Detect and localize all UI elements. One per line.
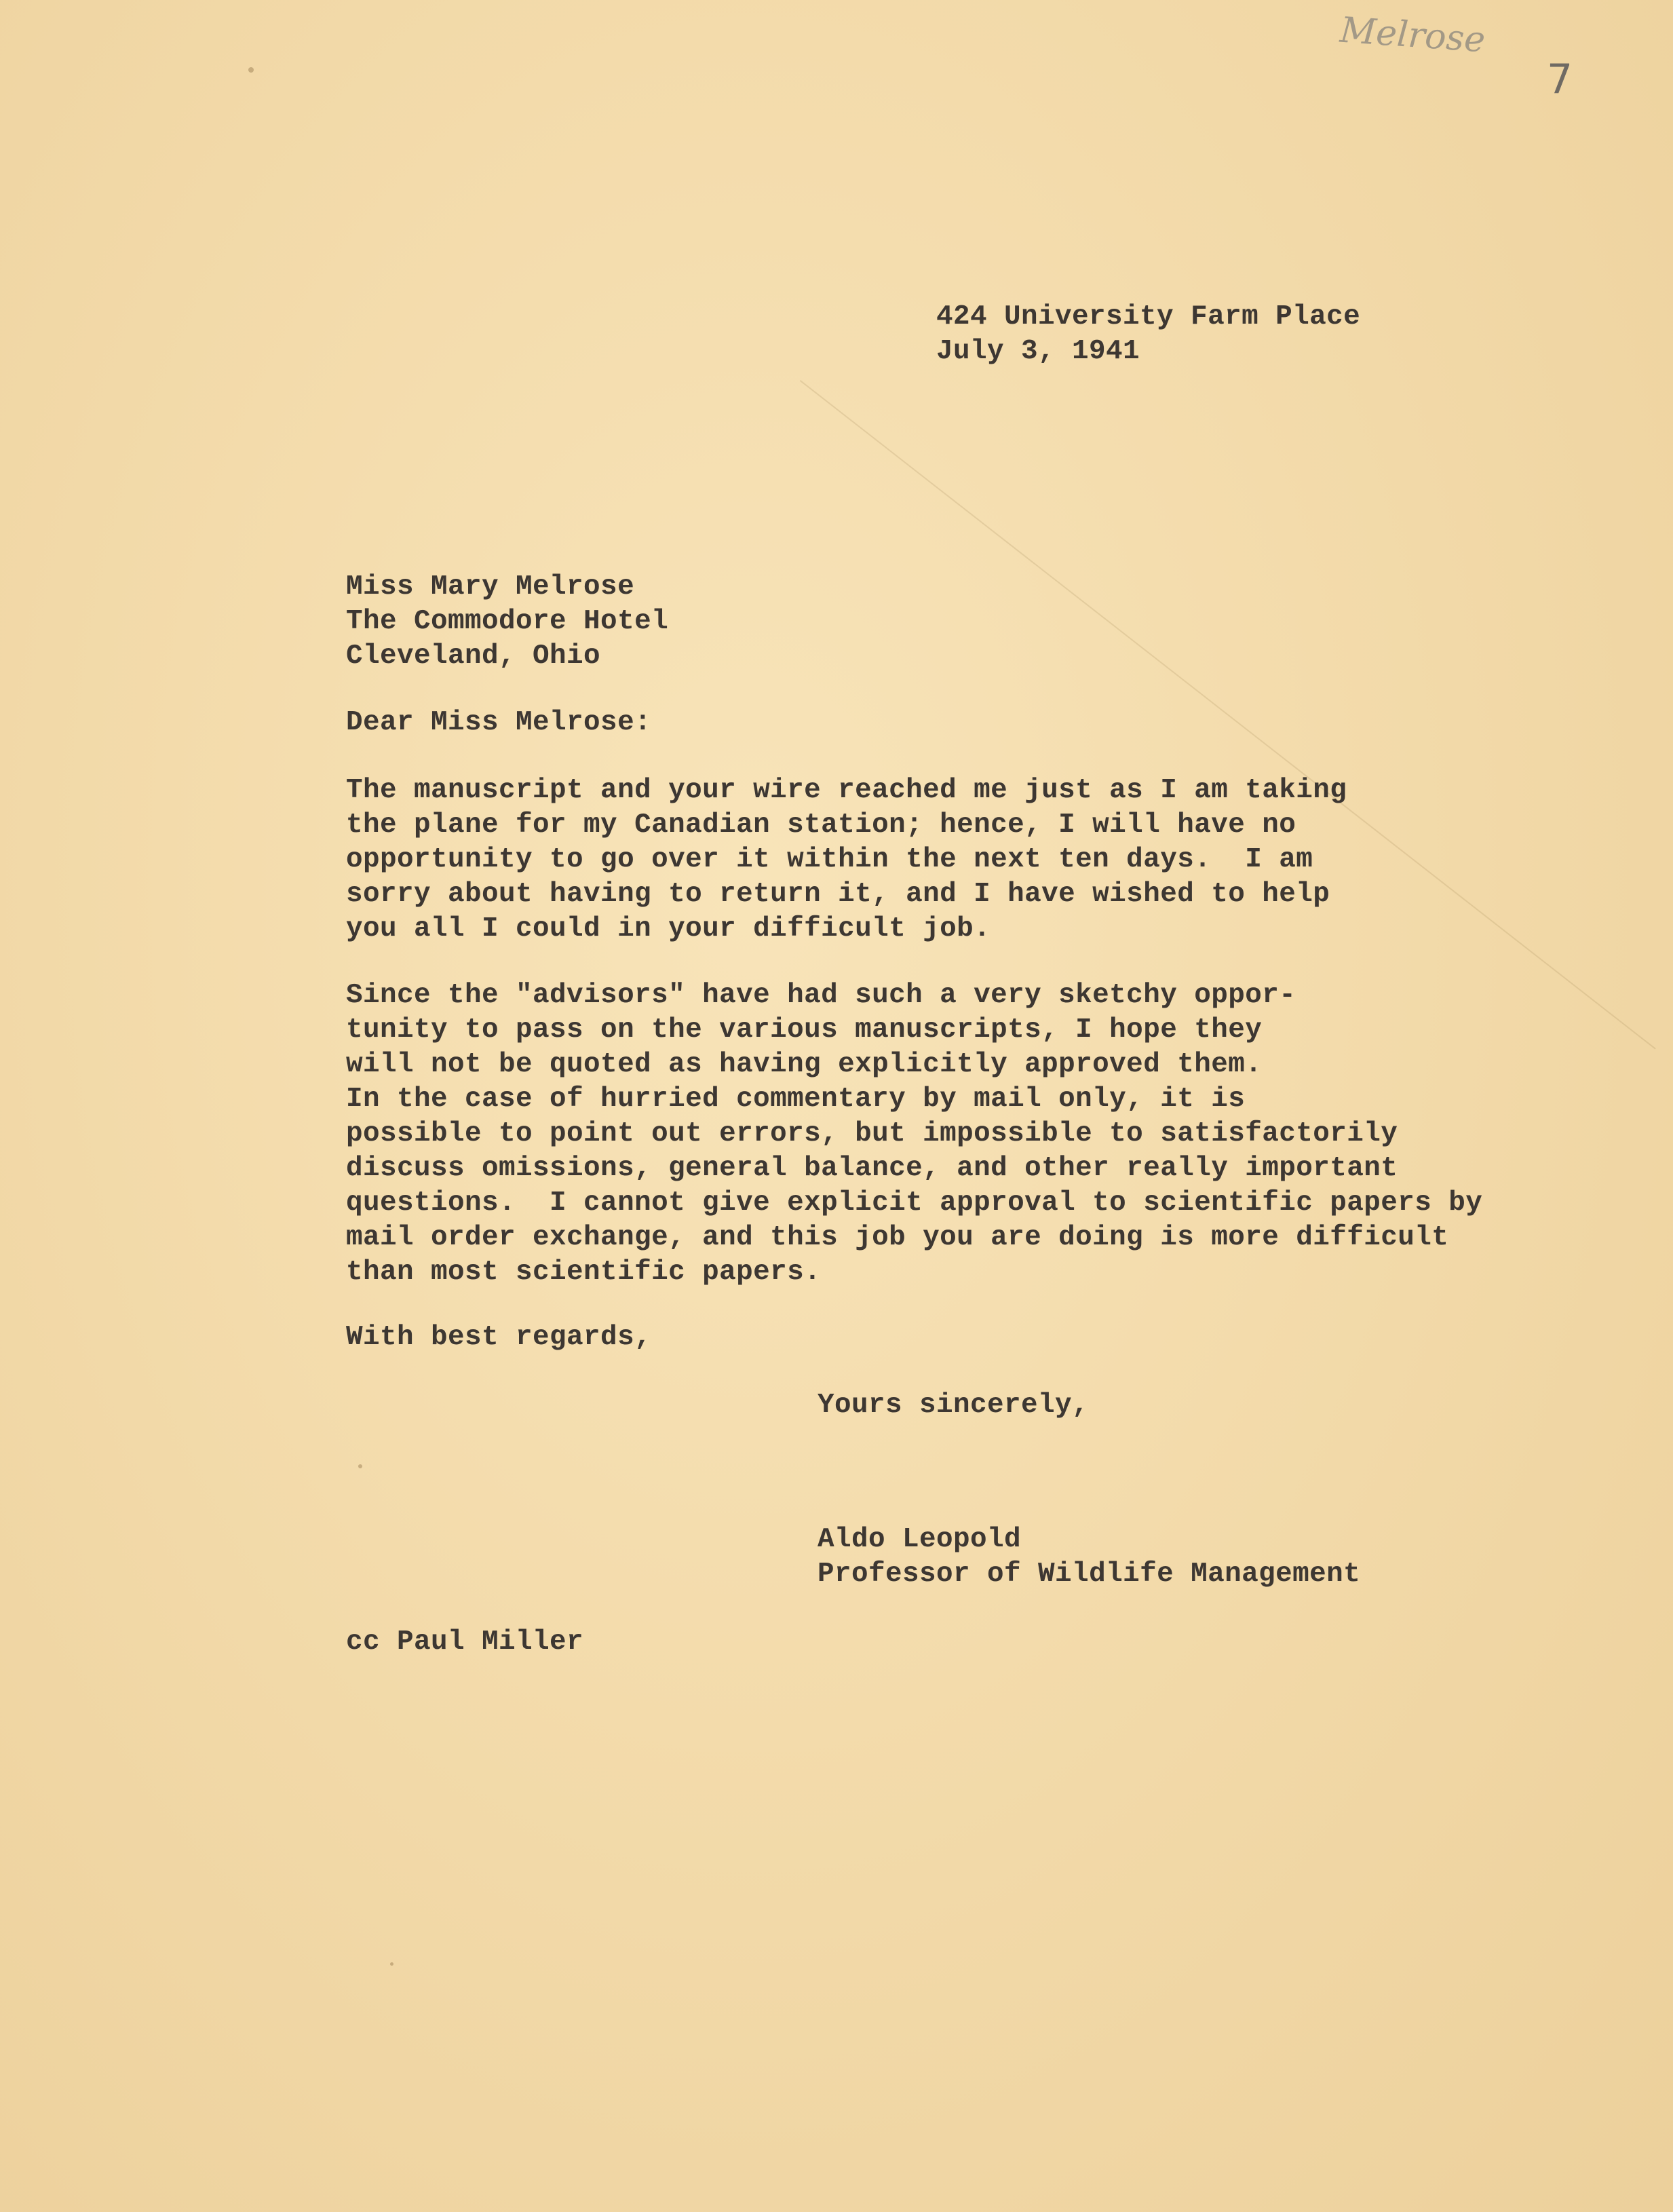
body-line: will not be quoted as having explicitly approved them. (346, 1049, 1263, 1080)
regards-line: With best regards, (346, 1322, 652, 1353)
recipient-hotel: The Commodore Hotel (346, 606, 669, 637)
body-line: questions. I cannot give explicit approval to scientific papers by (346, 1187, 1483, 1219)
recipient-name: Miss Mary Melrose (346, 571, 635, 603)
return-address-street: 424 University Farm Place (936, 301, 1361, 332)
body-line: opportunity to go over it within the next ten days. I am (346, 844, 1313, 875)
paper-speck (358, 1464, 362, 1468)
paper-speck (248, 67, 254, 73)
paper-speck (390, 1962, 393, 1966)
body-line: tunity to pass on the various manuscripts, I hope they (346, 1014, 1263, 1046)
body-line: possible to point out errors, but impossible to satisfactorily (346, 1118, 1398, 1149)
cc-line: cc Paul Miller (346, 1626, 584, 1658)
recipient-city: Cleveland, Ohio (346, 641, 601, 672)
closing-line: Yours sincerely, (818, 1390, 1090, 1421)
body-line: sorry about having to return it, and I have wished to help (346, 879, 1330, 910)
body-line: mail order exchange, and this job you are doing is more difficult (346, 1222, 1449, 1253)
body-line: than most scientific papers. (346, 1257, 822, 1288)
pencil-corner-mark: 7 (1547, 56, 1573, 103)
body-line: Since the "advisors" have had such a very sketchy oppor- (346, 980, 1296, 1011)
signature-name: Aldo Leopold (818, 1524, 1022, 1555)
body-line: the plane for my Canadian station; hence, I will have no (346, 809, 1296, 841)
letter-date: July 3, 1941 (936, 336, 1140, 367)
handwritten-corner-note: Melrose (1339, 9, 1487, 61)
signature-title: Professor of Wildlife Management (818, 1559, 1361, 1590)
body-line: In the case of hurried commentary by mail only, it is (346, 1084, 1246, 1115)
body-line: you all I could in your difficult job. (346, 913, 991, 945)
paper-crease (800, 380, 1656, 1050)
body-line: The manuscript and your wire reached me just as I am taking (346, 775, 1347, 806)
body-line: discuss omissions, general balance, and other really important (346, 1153, 1398, 1184)
salutation: Dear Miss Melrose: (346, 707, 652, 738)
